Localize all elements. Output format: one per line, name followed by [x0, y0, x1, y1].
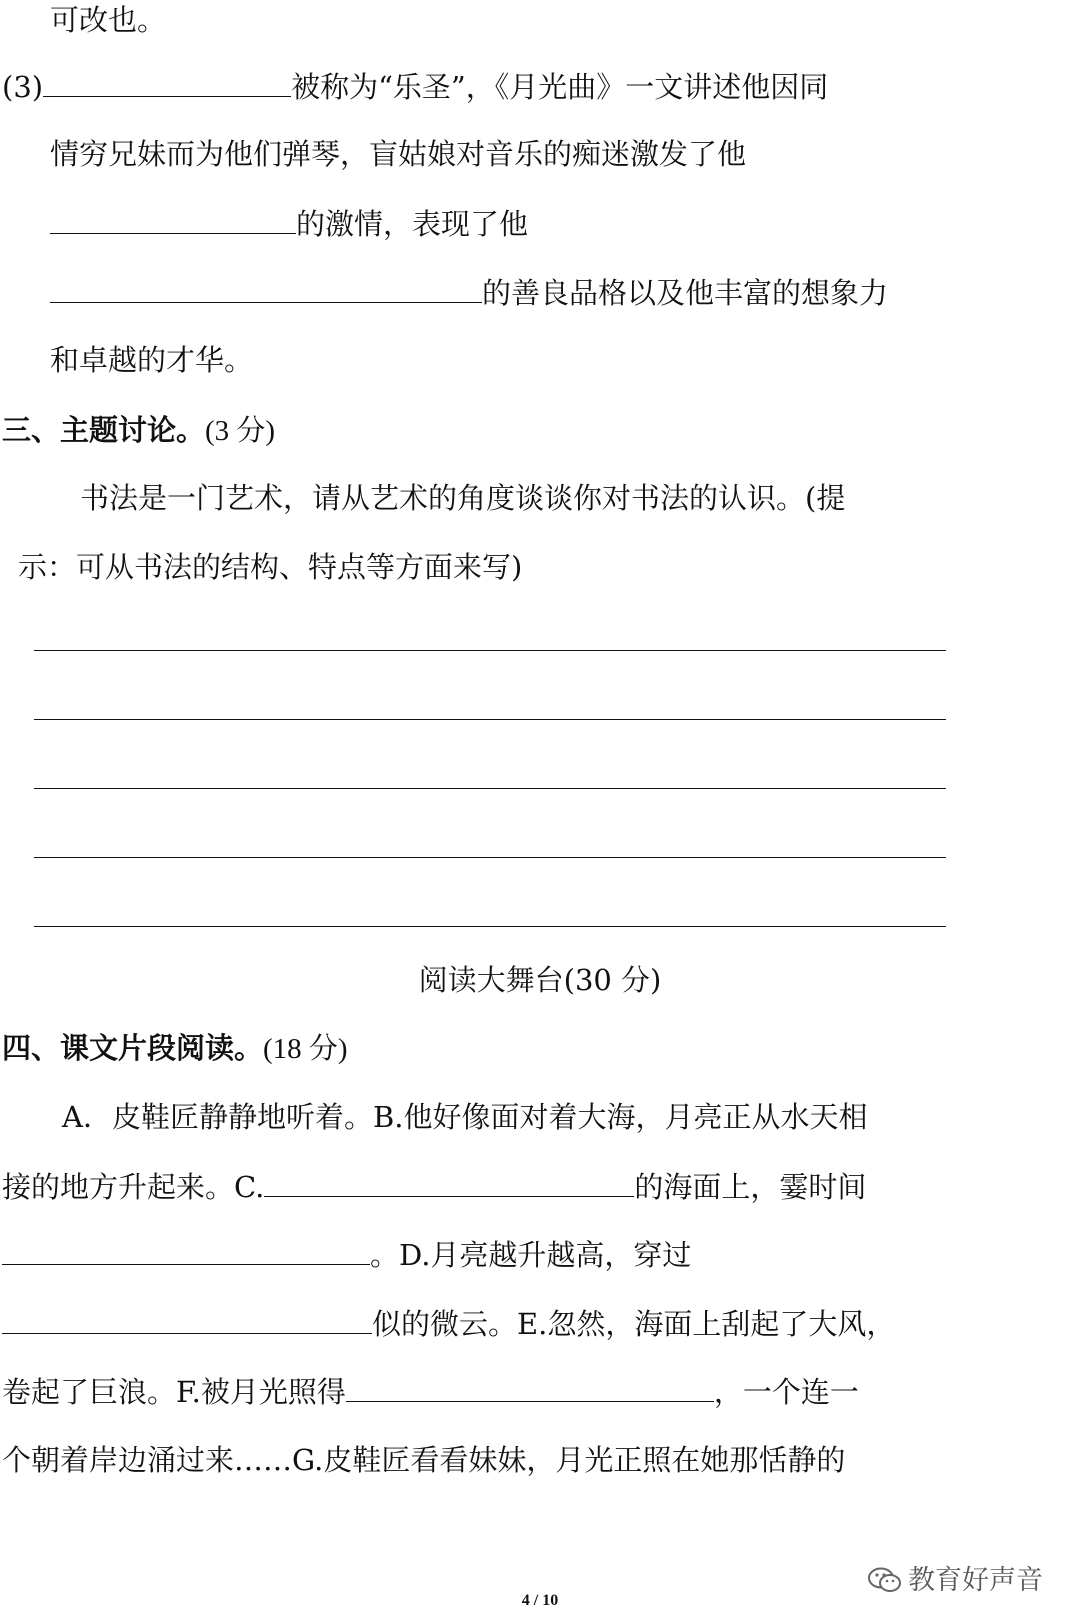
passage-text: ，一个连一: [713, 1375, 859, 1409]
writing-line[interactable]: [34, 719, 946, 720]
reading-section-title: 阅读大舞台(30 分): [418, 963, 662, 997]
q3-line-2: 情穷兄妹而为他们弹琴，盲姑娘对音乐的痴迷激发了他: [50, 137, 747, 171]
section4-score: (18 分): [263, 1033, 348, 1065]
answer-blank[interactable]: [346, 1371, 714, 1402]
answer-blank[interactable]: [264, 1166, 634, 1197]
answer-blank[interactable]: [2, 1303, 372, 1334]
answer-blank[interactable]: [43, 66, 291, 97]
section3-heading: [2, 410, 275, 451]
writing-line[interactable]: [34, 857, 946, 858]
passage-text: 接的地方升起来。C.: [2, 1170, 265, 1204]
passage-line-6: 个朝着岸边涌过来……G.皮鞋匠看看妹妹，月光正照在她那恬静的: [2, 1443, 846, 1477]
writing-line[interactable]: [34, 650, 946, 651]
q3-number: (3): [2, 70, 44, 104]
q3-line-5: 和卓越的才华。: [50, 343, 254, 377]
section4-title: 四、课文片段阅读。: [2, 1031, 264, 1065]
q3-line-4: [50, 272, 888, 313]
passage-line-4: [2, 1303, 895, 1344]
passage-line-3: [2, 1234, 691, 1275]
q3-line-1: [2, 66, 828, 107]
section3-prompt-line-1: 书法是一门艺术，请从艺术的角度谈谈你对书法的认识。(提: [80, 481, 846, 515]
q3-line-3: [50, 203, 528, 244]
answer-blank[interactable]: [50, 272, 482, 303]
wechat-icon: [868, 1567, 902, 1593]
passage-line-2: [2, 1166, 866, 1207]
page-number: 4 / 10: [521, 1592, 559, 1609]
answer-blank[interactable]: [2, 1234, 370, 1265]
q3-text: 被称为“乐圣”，《月光曲》一文讲述他因同: [291, 70, 829, 104]
section3-score: (3 分): [205, 415, 276, 447]
answer-blank[interactable]: [50, 203, 296, 234]
q3-text: 的激情，表现了他: [296, 207, 529, 241]
passage-text: 的海面上，霎时间: [634, 1170, 867, 1204]
writing-line[interactable]: [34, 926, 946, 927]
writing-line[interactable]: [34, 788, 946, 789]
passage-line-1: A．皮鞋匠静静地听着。B.他好像面对着大海，月亮正从水天相: [62, 1100, 868, 1134]
passage-line-5: [2, 1371, 859, 1412]
section3-title: 三、主题讨论。: [2, 413, 206, 447]
watermark-text: 教育好声音: [908, 1565, 1043, 1596]
q2-tail: 可改也。: [50, 3, 167, 37]
passage-text: 似的微云。E.忽然，海面上刮起了大风，: [372, 1307, 896, 1341]
passage-text: 卷起了巨浪。F.被月光照得: [2, 1375, 346, 1409]
section3-prompt-line-2: 示：可从书法的结构、特点等方面来写): [18, 550, 523, 584]
passage-text: 。D.月亮越升越高，穿过: [370, 1238, 692, 1272]
section4-heading: [2, 1028, 348, 1069]
q3-text: 的善良品格以及他丰富的想象力: [482, 276, 889, 310]
